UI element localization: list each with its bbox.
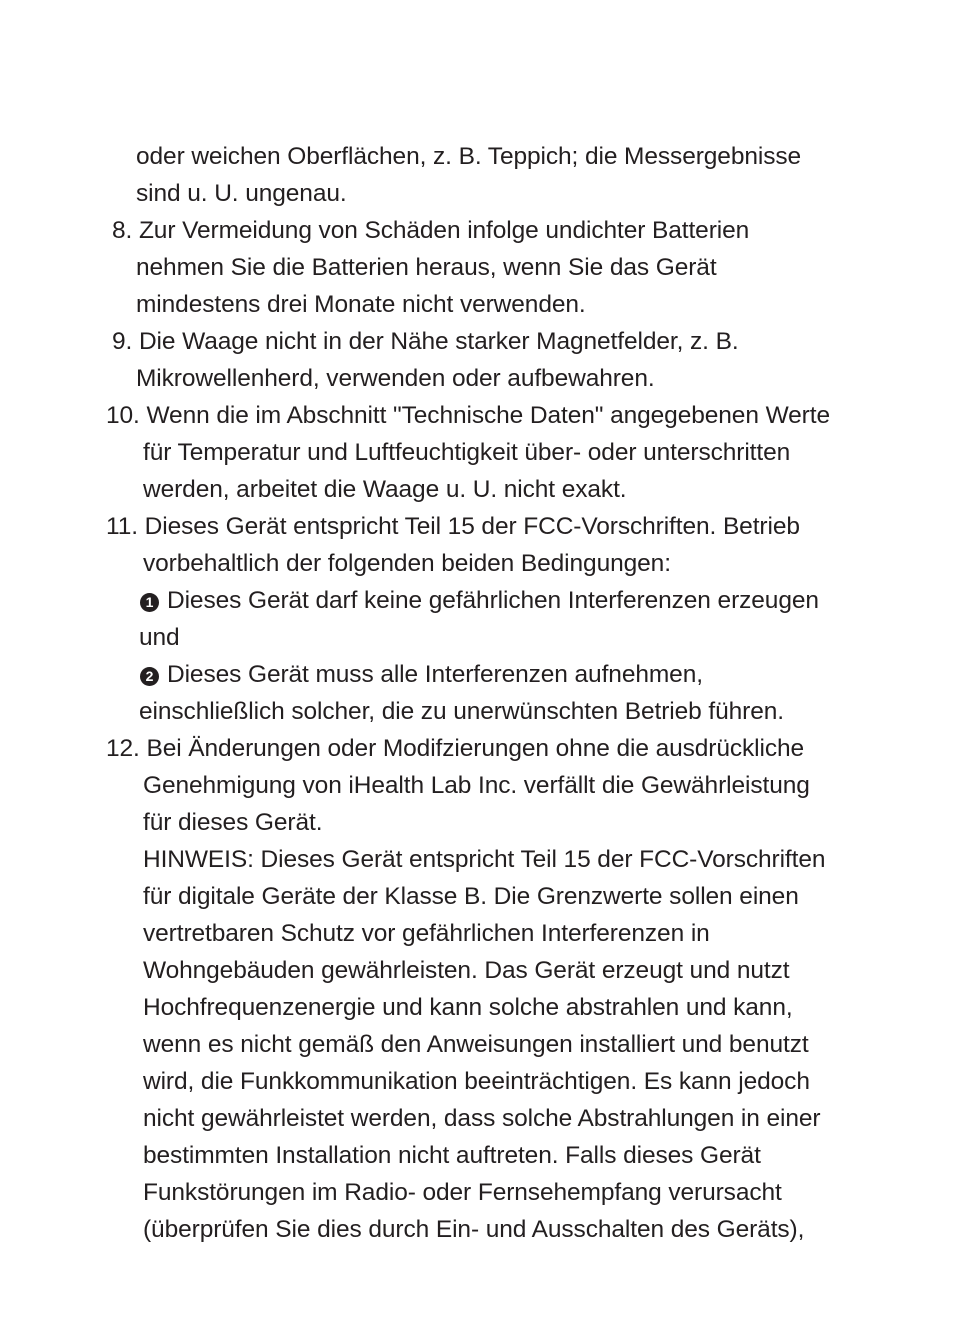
bullet-2-icon: 2 [140,667,159,686]
bullet-1-icon: 1 [140,593,159,612]
text-line: Wohngebäuden gewährleisten. Das Gerät erzeugt und nutzt [143,957,790,984]
condition-item [140,582,819,619]
text-line: für digitale Geräte der Klasse B. Die Grenzwerte sollen einen [143,883,799,910]
text-line: oder weichen Oberflächen, z. B. Teppich; die Messergebnisse [136,143,802,170]
text-line: einschließlich solcher, die zu unerwünschten Betrieb führen. [139,698,784,725]
text-line: (überprüfen Sie dies durch Ein- und Ausschalten des Geräts), [143,1216,805,1243]
list-item-11: 11. Dieses Gerät entspricht Teil 15 der FCC-Vorschriften. Betrieb [106,513,800,540]
text-line: Mikrowellenherd, verwenden oder aufbewahren. [136,365,655,392]
text-line: und [139,624,180,651]
text-line: vertretbaren Schutz vor gefährlichen Interferenzen in [143,920,710,947]
text-line: Genehmigung von iHealth Lab Inc. verfällt die Gewährleistung [143,772,810,799]
text-line: wird, die Funkkommunikation beeinträchtigen. Es kann jedoch [143,1068,810,1095]
text-line: vorbehaltlich der folgenden beiden Bedingungen: [143,550,671,577]
text-line: werden, arbeitet die Waage u. U. nicht exakt. [143,476,627,503]
list-item-9: 9. Die Waage nicht in der Nähe starker Magnetfelder, z. B. [112,328,739,355]
text-line: mindestens drei Monate nicht verwenden. [136,291,586,318]
text-line: Hochfrequenzenergie und kann solche abstrahlen und kann, [143,994,793,1021]
text-line: nehmen Sie die Batterien heraus, wenn Sie das Gerät [136,254,717,281]
text-line: nicht gewährleistet werden, dass solche Abstrahlungen in einer [143,1105,821,1132]
text-line: für Temperatur und Luftfeuchtigkeit über- oder unterschritten [143,439,791,466]
list-item-10: 10. Wenn die im Abschnitt "Technische Daten" angegebenen Werte [106,402,830,429]
text-line: bestimmten Installation nicht auftreten. Falls dieses Gerät [143,1142,761,1169]
text-line: wenn es nicht gemäß den Anweisungen installiert und benutzt [143,1031,809,1058]
list-item-8: 8. Zur Vermeidung von Schäden infolge undichter Batterien [112,217,750,244]
condition-item [140,656,703,693]
text-line: für dieses Gerät. [143,809,323,836]
text-line: sind u. U. ungenau. [136,180,347,207]
notice-line: HINWEIS: Dieses Gerät entspricht Teil 15 der FCC-Vorschriften [143,846,826,873]
text-line: Funkstörungen im Radio- oder Fernsehempfang verursacht [143,1179,782,1206]
condition-text: Dieses Gerät darf keine gefährlichen Interferenzen erzeugen [167,587,819,614]
condition-text: Dieses Gerät muss alle Interferenzen aufnehmen, [167,661,703,688]
list-item-12: 12. Bei Änderungen oder Modifzierungen ohne die ausdrückliche [106,735,805,762]
